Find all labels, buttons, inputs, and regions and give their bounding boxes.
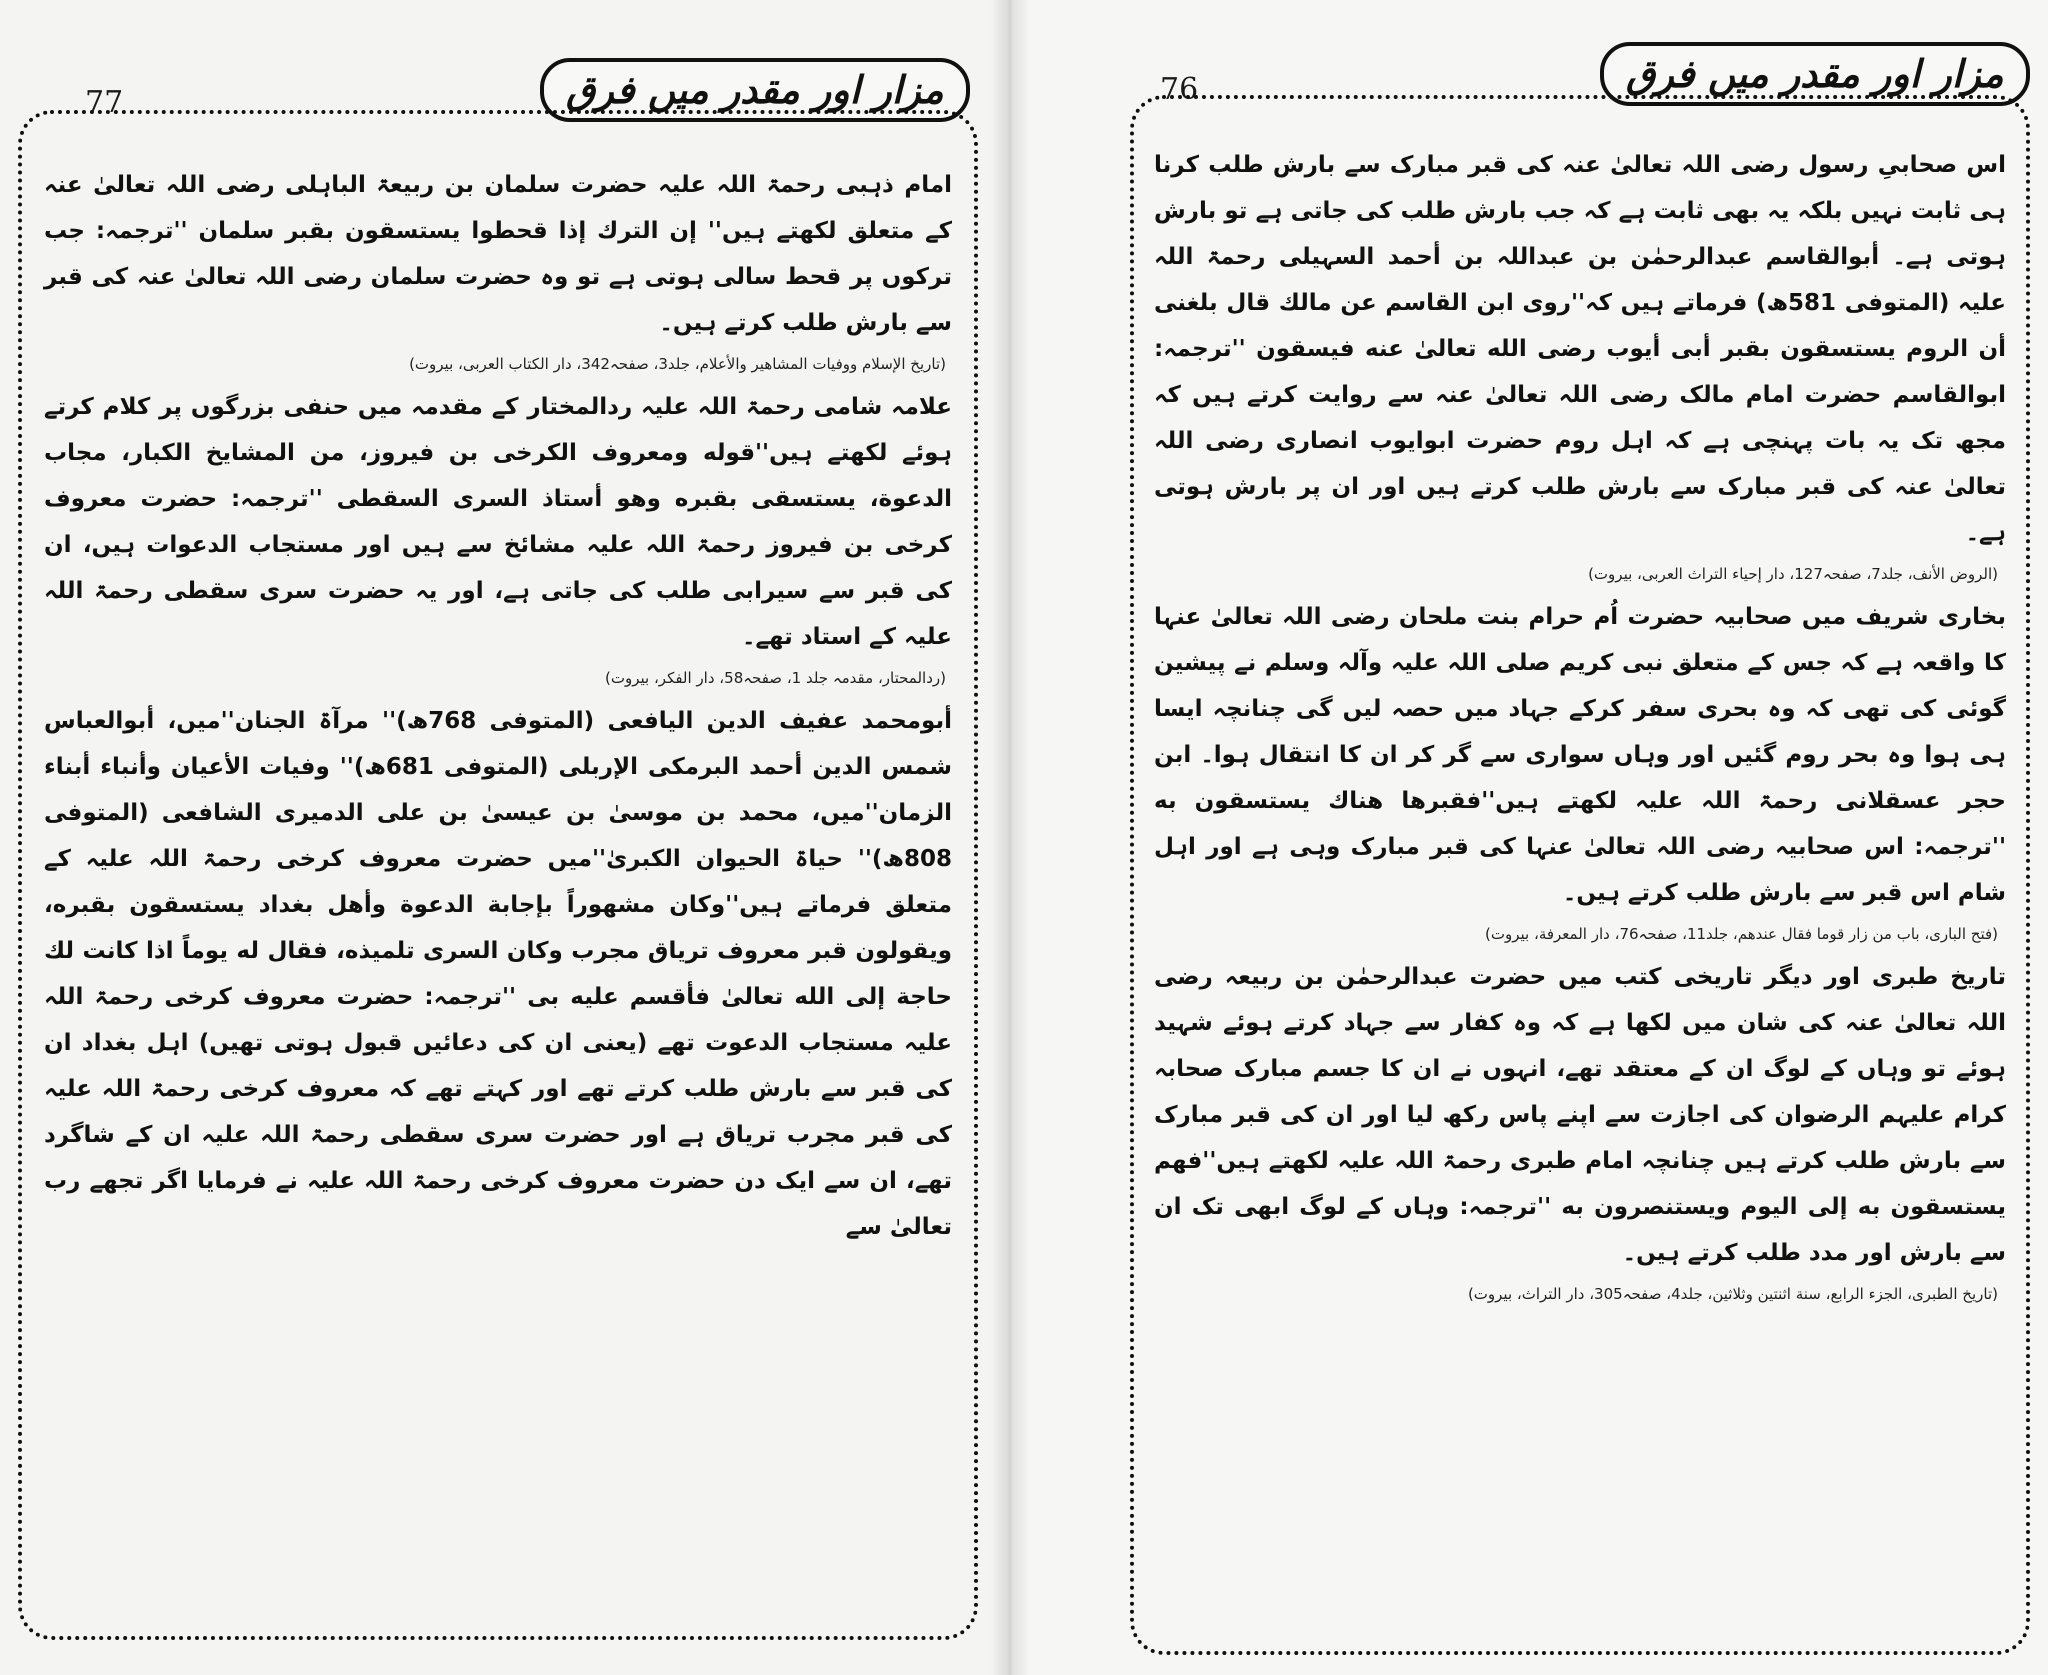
left-reference-2: (ردالمحتار، مقدمہ جلد 1، صفحہ58، دار الفکر، بیروت)	[604, 669, 946, 687]
left-page-number: 77	[85, 85, 124, 120]
right-reference-1: (الروض الأنف، جلد7، صفحہ127، دار إحیاء التراث العربی، بیروت)	[1588, 565, 1998, 583]
right-reference-3: (تاریخ الطبری، الجزء الرابع، سنة اثنتین وثلاثین، جلد4، صفحہ305، دار التراث، بیروت)	[1467, 1285, 1998, 1303]
book-gutter	[990, 0, 1030, 1675]
left-reference-1: (تاریخ الإسلام ووفیات المشاهیر والأعلام، جلد3، صفحہ342، دار الکتاب العربی، بیروت)	[409, 355, 946, 373]
right-header-title: مزار اور مقدر میں فرق	[1600, 42, 2030, 106]
left-page-content	[44, 162, 952, 1254]
left-paragraph-2: علامہ شامی رحمۃ اللہ علیہ ردالمختار کے مقدمہ میں حنفی بزرگوں پر کلام کرتے ہوئے لکھتے ہیں''قوله ومعروف الکرخی بن فیروز، من المشایخ الکبار، مجاب الدعوة، یستسقی بقبره وهو أستاذ السری السقطی ''ترجمہ: حضرت معروف کرخی بن فیروز رحمۃ اللہ علیہ مشائخ سے ہیں اور مستجاب الدعوات ہیں، ان کی قبر سے سیرابی طلب کی جاتی ہے، اور یہ حضرت سری سقطی رحمۃ اللہ علیہ کے استاد تھے۔	[44, 394, 952, 650]
right-paragraph-3: تاریخ طبری اور دیگر تاریخی کتب میں حضرت عبدالرحمٰن بن ربیعہ رضی اللہ تعالیٰ عنہ کی شان میں لکھا ہے کہ وہ کفار سے جہاد کرتے ہوئے شہید ہوئے تو وہاں کے لوگ ان کے معتقد تھے، انہوں نے ان کا جسم مبارک صحابہ کرام علیہم الرضوان کی اجازت سے اپنے پاس رکھ لیا اور ان کی قبر مبارک سے بارش طلب کرتے ہیں چنانچہ امام طبری رحمۃ اللہ علیہ لکھتے ہیں''فهم یستسقون به إلی الیوم ویستنصرون به ''ترجمہ: وہاں کے لوگ ابھی تک ان سے بارش اور مدد طلب کرتے ہیں۔	[1154, 964, 2006, 1266]
left-paragraph-3: أبومحمد عفیف الدین الیافعی (المتوفی 768ھ)'' مرآۃ الجنان''میں، أبوالعباس شمس الدین أحمد البرمکی الإربلی (المتوفی 681ھ)'' وفیات الأعیان وأنباء أبناء الزمان''میں، محمد بن موسیٰ بن عیسیٰ بن علی الدمیری الشافعی (المتوفی 808ھ)'' حیاۃ الحیوان الکبریٰ''میں حضرت معروف کرخی رحمۃ اللہ علیہ کے متعلق فرماتے ہیں''وکان مشهوراً بإجابة الدعوة وأهل بغداد یستسقون بقبره، ویقولون قبر معروف تریاق مجرب وکان السری تلمیذه، فقال له یوماً اذا کانت لك حاجة إلی الله تعالیٰ فأقسم علیه بی ''ترجمہ: حضرت معروف کرخی رحمۃ اللہ علیہ مستجاب الدعوت تھے (یعنی ان کی دعائیں قبول ہوتی تھیں) اہل بغداد ان کی قبر سے بارش طلب کرتے تھے اور کہتے تھے کہ معروف کرخی رحمۃ اللہ علیہ کی قبر مجرب تریاق ہے اور حضرت سری سقطی رحمۃ اللہ علیہ ان کے شاگرد تھے، ان سے ایک دن حضرت معروف کرخی رحمۃ اللہ علیہ نے فرمایا اگر تجھے رب تعالیٰ سے	[44, 708, 952, 1240]
left-header-title: مزار اور مقدر میں فرق	[540, 58, 970, 122]
right-reference-2: (فتح الباری، باب من زار قوما فقال عندهم، جلد11، صفحہ76، دار المعرفة، بیروت)	[1485, 925, 1998, 943]
right-page-number: 76	[1160, 72, 1199, 107]
right-paragraph-2: بخاری شریف میں صحابیہ حضرت اُم حرام بنت ملحان رضی اللہ تعالیٰ عنہا کا واقعہ ہے کہ جس کے متعلق نبی کریم صلی اللہ علیہ وآلہ وسلم نے پیشین گوئی کی تھی کہ وہ بحری سفر کرکے جہاد میں حصہ لیں گی چنانچہ ایسا ہی ہوا وہ بحر روم گئیں اور وہاں سواری سے گر کر ان کا انتقال ہوا۔ ابن حجر عسقلانی رحمۃ اللہ علیہ لکھتے ہیں''فقبرها هناك یستسقون به ''ترجمہ: اس صحابیہ رضی اللہ تعالیٰ عنہا کی قبر مبارک وہی ہے اور اہل شام اس قبر سے بارش طلب کرتے ہیں۔	[1154, 604, 2006, 906]
left-paragraph-1: امام ذہبی رحمۃ اللہ علیہ حضرت سلمان بن ربیعۃ الباہلی رضی اللہ تعالیٰ عنہ کے متعلق لکھتے ہیں'' إن الترك إذا قحطوا یستسقون بقبر سلمان ''ترجمہ: جب ترکوں پر قحط سالی ہوتی ہے تو وہ حضرت سلمان رضی اللہ تعالیٰ عنہ کی قبر سے بارش طلب کرتے ہیں۔	[44, 172, 952, 336]
right-page-content	[1154, 142, 2006, 1314]
left-page	[0, 0, 1010, 1675]
right-page	[1010, 0, 2048, 1675]
right-paragraph-1: اس صحابیِ رسول رضی اللہ تعالیٰ عنہ کی قبر مبارک سے بارش طلب کرنا ہی ثابت نہیں بلکہ یہ بھی ثابت ہے کہ جب بارش طلب کی جاتی ہے تو بارش ہوتی ہے۔ أبوالقاسم عبدالرحمٰن بن عبداللہ بن أحمد السہیلی رحمۃ اللہ علیہ (المتوفی 581ھ) فرماتے ہیں کہ''روی ابن القاسم عن مالك قال بلغنی أن الروم یستسقون بقبر أبی أیوب رضی الله تعالیٰ عنه فیسقون ''ترجمہ: ابوالقاسم حضرت امام مالک رضی اللہ تعالیٰ عنہ سے روایت کرتے ہیں کہ مجھ تک یہ بات پہنچی ہے کہ اہل روم حضرت ابوایوب انصاری رضی اللہ تعالیٰ عنہ کی قبر مبارک سے بارش طلب کرتے ہیں اور ان پر بارش ہوتی ہے۔	[1154, 152, 2006, 546]
